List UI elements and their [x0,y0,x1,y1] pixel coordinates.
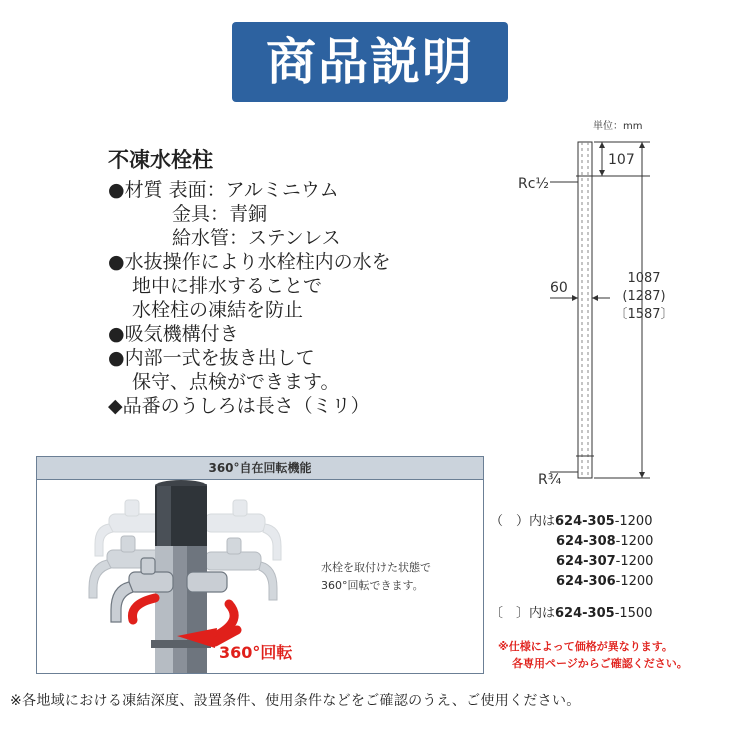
material-pipe: 給水管：ステンレス [172,227,341,249]
product-name: 不凍水栓柱 [108,148,213,172]
post-outline [576,142,594,478]
model-row [490,552,653,572]
model-length: -1200 [615,574,654,589]
dim-len1: 1087 [627,271,661,286]
feature-line: ●内部一式を抜き出して [108,347,315,369]
material-fitting-row [108,202,391,226]
panel-note-line: 360°回転できます。 [321,579,424,592]
feature-line: ●吸気機構付き [108,323,239,345]
model-number: 624-308 [556,534,616,549]
dim-len2: (1287) [622,289,666,304]
model-list [490,512,653,624]
model-paren-label: （ ）内は [490,514,556,529]
feature-line: 保守、点検ができます。 [132,371,340,393]
model-length: -1200 [614,514,653,529]
feature-line: ●水抜操作により水栓柱内の水を [108,251,391,273]
feature-line: 水栓柱の凍結を防止 [132,299,304,321]
material-fitting: 金具：青銅 [172,203,268,225]
r-label: R¾ [538,472,562,488]
model-length: -1200 [615,534,654,549]
model-length: -1500 [614,606,653,621]
panel-heading: 360°自在回転機能 [37,457,483,480]
material-row [108,178,391,202]
spec-block [108,148,391,418]
rotation-label: 360°回転 [219,643,293,662]
material-label: ●材質 [108,179,163,201]
model-number: 624-307 [556,554,616,569]
model-number: 624-305 [555,514,615,529]
dimension-diagram [510,112,680,492]
price-note [498,638,688,672]
dim-width: 60 [550,280,568,296]
material-surface: 表面：アルミニウム [168,179,339,201]
model-row [490,572,653,592]
footer-note: ※各地域における凍結深度、設置条件、使用条件などをご確認のうえ、ご使用ください。 [10,693,581,709]
model-length: -1200 [615,554,654,569]
material-pipe-row [108,226,391,250]
model-row [490,512,653,532]
dim-top: 107 [608,152,635,168]
model-number: 624-306 [556,574,616,589]
model-bracket-label: 〔 〕内は [490,606,556,621]
price-note-line: 各専用ページからご確認ください。 [512,657,688,670]
feature-line: 地中に排水することで [132,275,323,297]
model-row [490,532,653,552]
unit-label: 単位：mm [593,121,643,132]
model-row [490,604,653,624]
price-note-line: ※仕様によって価格が異なります。 [498,640,673,653]
panel-note-line: 水栓を取付けた状態で [321,561,431,574]
rotation-panel [36,456,484,674]
dim-len3: 〔1587〕 [614,307,674,322]
model-number: 624-305 [555,606,615,621]
page-title: 商品説明 [232,22,508,102]
panel-note [321,559,431,595]
feature-line: ◆品番のうしろは長さ（ミリ） [108,395,370,417]
rc-label: Rc½ [518,176,549,192]
